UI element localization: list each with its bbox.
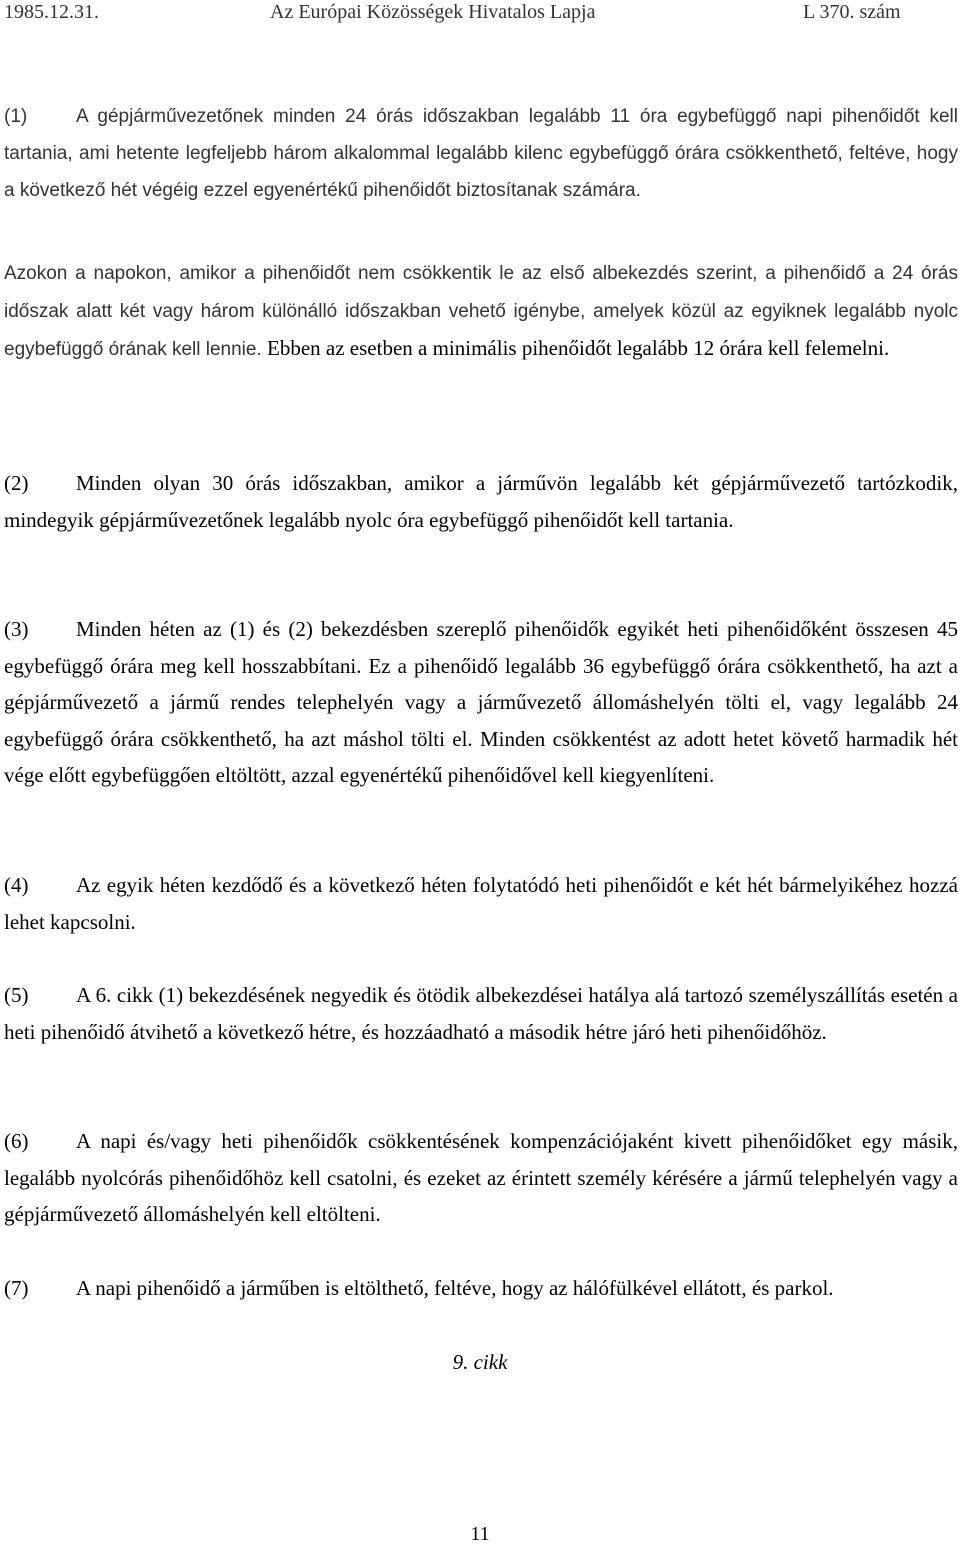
paragraph-text: Az egyik héten kezdődő és a következő héten folytatódó heti pihenőidőt e két hét bármelyikéhez hozzá lehet kapcsolni. [4,873,958,934]
page-header [4,0,946,26]
paragraph-3 [4,611,958,794]
header-issue-number: L 370. szám [803,1,901,23]
page-number: 11 [470,1523,490,1545]
paragraph-text: Azokon a napokon, amikor a pihenőidőt nem csökkentik le az első albekezdés szerint, a pihenőidő a 24 órás időszak alatt két vagy három különálló időszakban vehető igénybe, amelyek közül az egyiknek legalább nyolc egybefüggő órának kell lennie. [4,263,958,360]
paragraph-1-subparagraph [4,254,958,368]
paragraph-7 [4,1270,958,1307]
header-journal-title: Az Európai Közösségek Hivatalos Lapja [270,1,596,23]
paragraph-5 [4,977,958,1050]
paragraph-number: (3) [4,617,29,641]
paragraph-1 [4,98,958,209]
paragraph-text: A napi és/vagy heti pihenőidők csökkentésének kompenzációjaként kivett pihenőidőket egy másik, legalább nyolcórás pihenőidőhöz kell csatolni, és ezeket az érintett személy kérésére a jármű telephelyén vagy a gépjárművezető állomáshelyén kell eltölteni. [4,1129,958,1226]
paragraph-number: (2) [4,471,29,495]
paragraph-number: (4) [4,873,29,897]
paragraph-text: Minden héten az (1) és (2) bekezdésben szereplő pihenőidők egyikét heti pihenőidőként összesen 45 egybefüggő órára meg kell hosszabbítani. Ez a pihenőidő legalább 36 egybefüggő órára csökkenthető, ha azt a gépjárművezető a jármű rendes telephelyén vagy a járművezető állomáshelyén tölti el, vagy legalább 24 egybefüggő órára csökkenthető, ha azt máshol tölti el. Minden csökkentést az adott hetet követő harmadik hét vége előtt egybefüggően eltöltött, azzal egyenértékű pihenőidővel kell kiegyenlíteni. [4,617,958,787]
paragraph-6 [4,1123,958,1233]
header-date: 1985.12.31. [4,1,99,23]
paragraph-text: A 6. cikk (1) bekezdésének negyedik és ötödik albekezdései hatálya alá tartozó személyszállítás esetén a heti pihenőidő átvihető a következő hétre, és hozzáadható a második hétre járó heti pihenőidőhöz. [4,983,958,1044]
paragraph-number: (6) [4,1129,29,1153]
article-title: 9. cikk [452,1350,508,1374]
paragraph-text: A gépjárművezetőnek minden 24 órás időszakban legalább 11 óra egybefüggő napi pihenőidőt kell tartania, ami hetente legfeljebb három alkalommal legalább kilenc egybefüggő órára csökkenthető, feltéve, hogy a következő hét végéig ezzel egyenértékű pihenőidőt biztosítanak számára. [4,106,958,201]
paragraph-number: (1) [4,106,28,127]
paragraph-number: (5) [4,983,29,1007]
paragraph-text: Ebben az esetben a minimális pihenőidőt legalább 12 órára kell felemelni. [267,336,890,360]
paragraph-number: (7) [4,1276,29,1300]
paragraph-4 [4,867,958,940]
paragraph-text: Minden olyan 30 órás időszakban, amikor a járművön legalább két gépjárművezető tartózkodik, mindegyik gépjárművezetőnek legalább nyolc óra egybefüggő pihenőidőt kell tartania. [4,471,958,532]
paragraph-2 [4,465,958,538]
paragraph-text: A napi pihenőidő a járműben is eltölthető, feltéve, hogy az hálófülkével ellátott, és parkol. [76,1276,834,1300]
